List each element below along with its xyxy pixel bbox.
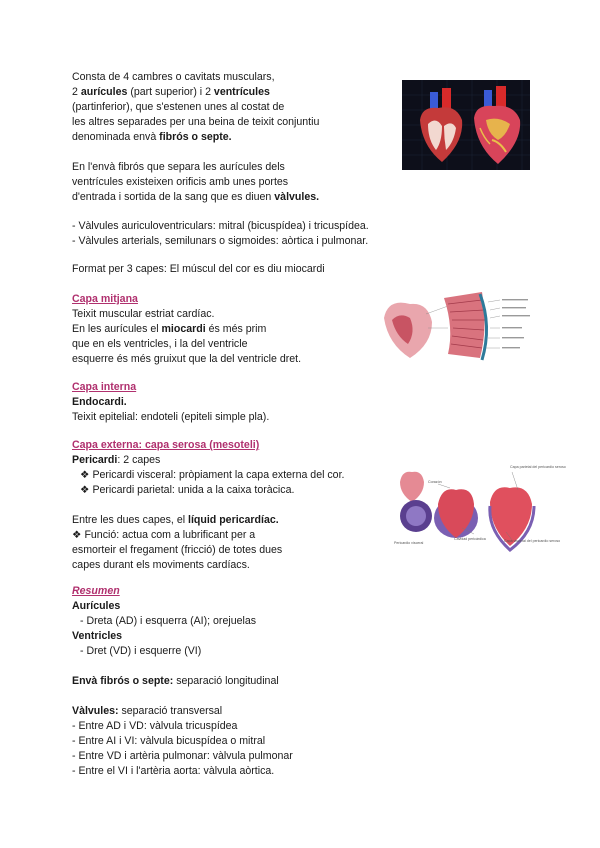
text-line: ventrícules existeixen orificis amb unes portes [72,176,289,188]
list-item: - Entre VD i artèria pulmonar: vàlvula pulmonar [72,750,293,762]
text-line: d'entrada i sortida de la sang que es diuen vàlvules. [72,191,320,203]
section-capa-externa [72,438,344,573]
text-line: 2 aurícules (part superior) i 2 ventrícules [72,86,270,98]
text-line: Aurícules [72,600,121,612]
bullet-item: ❖ Pericardi visceral: pròpiament la capa externa del cor. [80,469,345,481]
label-capa-visceral: Capa visceral del pericardio seroso [504,539,561,543]
section-resumen [72,584,293,779]
text-line: Endocardi. [72,396,127,408]
label-capa-parietal: Capa parietal del pericardio seroso [510,465,566,469]
section-heading: Capa mitjana [72,293,138,305]
list-item: - Entre el VI i l'artèria aorta: vàlvula aòrtica. [72,765,275,777]
heart-wall-layers-figure [376,288,536,363]
text-line: esmorteir el fregament (fricció) de totes dues [72,544,283,556]
text-line: - Dreta (AD) i esquerra (AI); orejuelas [80,615,257,627]
intro-paragraph [72,70,319,145]
section-heading: Resumen [72,585,120,597]
text-line: esquerre és més gruixut que la del ventricle dret. [72,353,302,365]
label-corazon: Corazón [428,480,442,484]
text-line: les altres separades per una beina de teixit conjuntiu [72,116,320,128]
list-item: - Vàlvules arterials, semilunars o sigmoides: aòrtica i pulmonar. [72,235,369,247]
text-line: Ventricles [72,630,123,642]
text-line: denominada envà fibrós o septe. [72,131,232,143]
section-heading: Capa interna [72,381,137,393]
valves-list [72,219,369,249]
text-line: Format per 3 capes: El múscul del cor es diu miocardi [72,263,325,275]
text-line: Entre les dues capes, el líquid pericardíac. [72,514,279,526]
text-line: En les aurícules el miocardi és més prim [72,323,267,335]
list-item: - Vàlvules auriculoventriculars: mitral (bicuspídea) i tricuspídea. [72,220,369,232]
list-item: - Entre AD i VD: vàlvula tricuspídea [72,720,238,732]
section-capa-mitjana [72,292,301,367]
label-cavidad: Cavidad pericárdica [454,537,486,541]
pericardium-figure [394,462,566,554]
text-line: En l'envà fibrós que separa les aurícules dels [72,161,285,173]
label-pericardio-visceral: Pericardio visceral [394,541,424,545]
heart-anatomy-figure [402,80,530,170]
text-line: Envà fibrós o septe: separació longitudinal [72,675,279,687]
section-capa-interna [72,380,269,425]
text-line: que en els ventricles, i la del ventricle [72,338,248,350]
valves-paragraph [72,160,319,205]
text-line: Teixit muscular estriat cardíac. [72,308,215,320]
section-heading: Capa externa: capa serosa (mesoteli) [72,439,260,451]
bullet-item: ❖ Funció: actua com a lubrificant per a [72,529,256,541]
text-line: Vàlvules: separació transversal [72,705,223,717]
text-line: Consta de 4 cambres o cavitats musculars, [72,71,275,83]
layers-intro [72,262,325,277]
text-line: - Dret (VD) i esquerre (VI) [80,645,202,657]
text-line: Teixit epitelial: endoteli (epiteli simple pla). [72,411,270,423]
text-line: Pericardi: 2 capes [72,454,161,466]
text-line: (partinferior), que s'estenen unes al costat de [72,101,285,113]
text-line: capes durant els moviments cardíacs. [72,559,250,571]
bullet-item: ❖ Pericardi parietal: unida a la caixa toràcica. [80,484,295,496]
list-item: - Entre AI i VI: vàlvula bicuspídea o mitral [72,735,266,747]
